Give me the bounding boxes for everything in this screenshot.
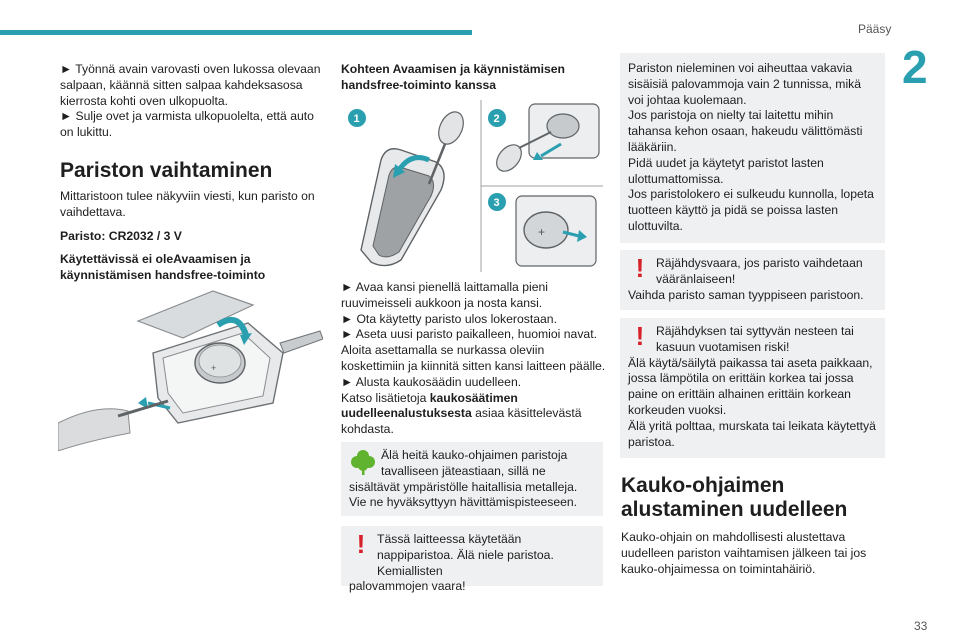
step-open-cover: ► Avaa kansi pienellä laittamalla pieni ruuvimeisseli aukkoon ja nosta kansi.	[341, 280, 548, 310]
eco-note-line1: Älä heitä kauko-ohjaimen paristoja tavalliseen jäteastiaan, sillä ne	[381, 448, 568, 478]
explosion-warning-line1: Räjähdysvaara, jos paristo vaihdetaan vääränlaiseen!	[656, 256, 863, 286]
clover-icon	[349, 448, 377, 476]
step-badge-1	[348, 109, 366, 127]
page-number: 33	[914, 619, 928, 633]
section-title: Pääsy	[858, 22, 892, 36]
step-badge-2	[488, 109, 506, 127]
exclamation-icon: !	[635, 321, 645, 351]
svg-text:+: +	[538, 225, 546, 239]
step-reinit-remote: ► Alusta kaukosäädin uudelleen.	[341, 374, 522, 389]
ingestion-warning-4: Jos paristolokero ei sulkeudu kunnolla, lopeta tuotteen käyttö ja pidä se poissa lasten ulottuvilta.	[628, 187, 874, 233]
ingestion-warning-box	[620, 53, 885, 243]
explosion-warning-box	[620, 250, 885, 310]
heading-remote-reinit: Kauko-ohjaimen alustaminen uudelleen	[621, 474, 848, 521]
explosion-warning-rest: Vaihda paristo saman tyyppiseen paristoon.	[628, 287, 864, 302]
remote-reinit-text: Kauko-ohjain on mahdollisesti alustettava uudelleen pariston vaihtamisen jälkeen tai jos kauko-ohjaimessa on toimintahäiriö.	[621, 530, 867, 576]
subheading-handsfree: Kohteen Avaamisen ja käynnistämisen handsfree-toiminto kanssa	[341, 62, 565, 92]
leak-warning-line1: Räjähdyksen tai syttyvän nesteen tai kasuun vuotamisen riski!	[656, 324, 854, 354]
reinit-reference-link: kaukosäätimen uudelleenalustuksesta	[341, 390, 518, 421]
eco-note-rest: sisältävät ympäristölle haitallisia metalleja. Vie ne hyväksyttyyn hävittämispisteeseen.	[349, 479, 578, 510]
svg-text:2: 2	[493, 113, 500, 125]
svg-text:+: +	[211, 363, 217, 373]
svg-text:1: 1	[353, 113, 360, 125]
handsfree-fob-steps-illustration	[341, 100, 603, 272]
step-remove-battery: ► Ota käytetty paristo ulos lokerostaan.	[341, 311, 557, 326]
ingestion-warning-3: Pidä uudet ja käytetyt paristot lasten ulottumattomissa.	[628, 155, 824, 186]
svg-text:3: 3	[493, 197, 500, 209]
leak-warning-box	[620, 318, 885, 458]
key-fob-battery-illustration	[58, 283, 323, 451]
header-accent-bar	[0, 30, 472, 35]
column-middle-steps	[341, 280, 606, 438]
coin-battery-warning-box	[341, 526, 603, 594]
exclamation-icon: !	[356, 529, 366, 559]
step-close-doors: ► Sulje ovet ja varmista ulkopuolelta, että auto on lukittu.	[60, 109, 314, 140]
more-info-text: Katso lisätietoja kaukosäätimen uudelleenalustuksesta asiaa käsittelevästä kohdasta.	[341, 390, 582, 437]
step-badge-3	[488, 193, 506, 211]
ingestion-warning-1: Pariston nieleminen voi aiheuttaa vakavia sisäisiä palovammoja vain 2 tunnissa, mikä voi johtaa kuolemaan.	[628, 61, 862, 107]
column-left	[60, 62, 325, 284]
heading-battery-change: Pariston vaihtaminen	[60, 158, 273, 182]
chapter-number: 2	[902, 41, 928, 93]
battery-type: Paristo: CR2032 / 3 V	[60, 228, 182, 243]
column-middle	[341, 62, 606, 94]
coin-warning-line1: Tässä laitteessa käytetään nappiparistoa. Älä niele paristoa. Kemiallisten	[377, 532, 554, 578]
step-insert-battery: ► Aseta uusi paristo paikalleen, huomioi navat. Aloita asettamalla se nurkassa oleviin koskettimiin ja kiinnitä sitten kansi laitteen päälle.	[341, 327, 606, 373]
eco-note-box	[341, 442, 603, 516]
column-right-bottom	[621, 474, 886, 577]
leak-warning-rest: Älä käytä/säilytä paikassa tai aseta paikkaan, jossa lämpötila on erittäin korkea tai jossa paine on erittäin alhainen erittäin korkean korkeuden vuoksi. Älä yritä polttaa, murskata tai leikata käytettyä paristoa.	[628, 355, 876, 449]
battery-message-text: Mittaristoon tulee näkyviin viesti, kun paristo on vaihdettava.	[60, 188, 315, 219]
step-insert-key: ► Työnnä avain varovasti oven lukossa olevaan salpaan, käännä sitten salpaa kahdeksasosa kierrosta kohti oven ulkopuolta.	[60, 62, 321, 108]
exclamation-icon: !	[635, 253, 645, 283]
ingestion-warning-2: Jos paristoja on nielty tai laitettu mihin tahansa kehon osaan, hakeudu välittömästi lääkäriin.	[628, 108, 863, 154]
coin-warning-rest: palovammojen vaara!	[349, 579, 466, 594]
subheading-no-handsfree: Käytettävissä ei oleAvaamisen ja käynnistämisen handsfree-toiminto	[60, 252, 266, 283]
